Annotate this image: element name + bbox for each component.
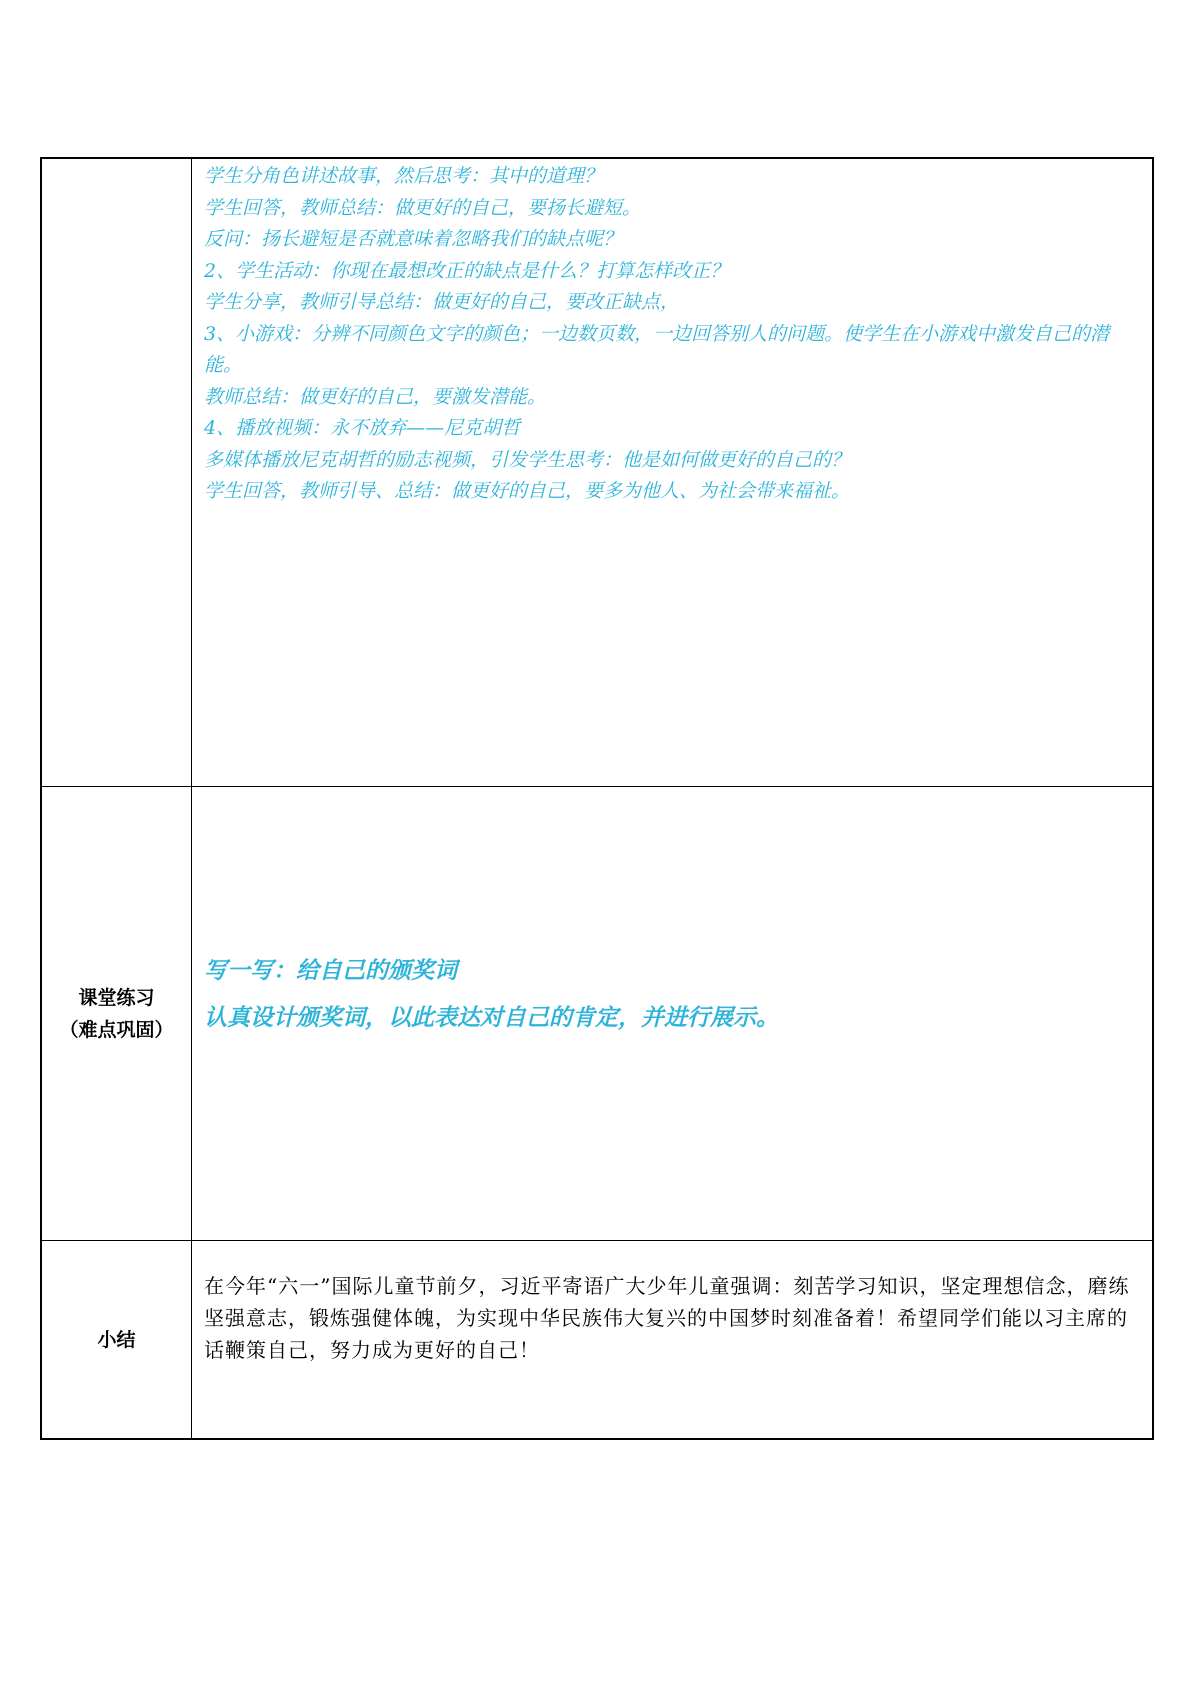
practice-content [192, 787, 1152, 1240]
activity-line: 多媒体播放尼克胡哲的励志视频，引发学生思考：他是如何做更好的自己的？ [204, 448, 851, 471]
activity-line: 2、学生活动：你现在最想改正的缺点是什么？打算怎样改正？ [204, 259, 730, 282]
practice-label-subtitle: （难点巩固） [59, 1018, 174, 1041]
table-row-summary [42, 1240, 1152, 1438]
practice-label-title: 课堂练习 [78, 986, 155, 1009]
activity-line: 反问：扬长避短是否就意味着忽略我们的缺点呢？ [204, 228, 623, 250]
row-label-practice [42, 787, 192, 1240]
lesson-plan-table [40, 157, 1154, 1440]
row-label-summary: 小结 [42, 1241, 192, 1438]
practice-line: 认真设计颁奖词，以此表达对自己的肯定，并进行展示。 [204, 1004, 779, 1031]
activities-content [192, 159, 1152, 786]
table-row-activities [42, 159, 1152, 786]
practice-line: 写一写：给自己的颁奖词 [204, 957, 457, 984]
activity-line: 学生分角色讲述故事，然后思考：其中的道理？ [204, 165, 604, 187]
table-row-practice [42, 786, 1152, 1240]
activity-line: 4、播放视频：永不放弃——尼克胡哲 [204, 417, 521, 439]
activity-line: 教师总结：做更好的自己，要激发潜能。 [204, 385, 547, 408]
activity-line: 学生分享，教师引导总结：做更好的自己，要改正缺点， [204, 291, 680, 313]
row-label-activities [42, 159, 192, 786]
summary-paragraph: 在今年“六一”国际儿童节前夕，习近平寄语广大少年儿童强调：刻苦学习知识，坚定理想信念，磨练坚强意志，锻炼强健体魄，为实现中华民族伟大复兴的中国梦时刻准备着！希望同学们能以习主席的话鞭策自己，努力成为更好的自己！ [204, 1274, 1130, 1362]
activity-line: 学生回答，教师总结：做更好的自己，要扬长避短。 [204, 196, 642, 219]
summary-content [192, 1241, 1152, 1438]
activity-line: 学生回答，教师引导、总结：做更好的自己，要多为他人、为社会带来福祉。 [204, 480, 851, 502]
activity-line: 3、小游戏：分辨不同颜色文字的颜色；一边数页数，一边回答别人的问题。使学生在小游戏中激发自己的潜能。 [204, 322, 1110, 376]
